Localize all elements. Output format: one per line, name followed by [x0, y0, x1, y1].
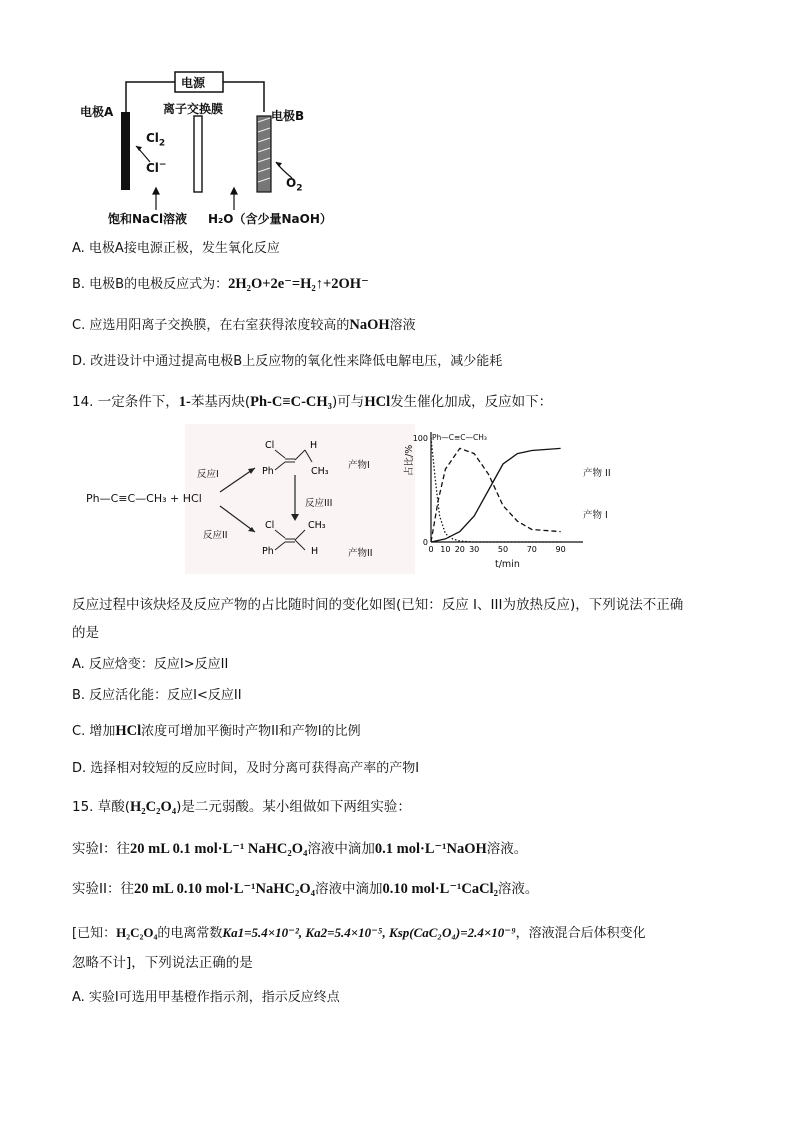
x-tick-label: 10 — [440, 545, 451, 554]
q14-option-d: D. 选择相对较短的反应时间，及时分离可获得高产率的产物I — [72, 761, 420, 776]
scheme-reaction-2: 反应II — [203, 530, 228, 541]
q15-experiment-2: 实验II：往20 mL 0.10 mol·L⁻¹NaHC₂O₄溶液中滴加0.10 mol·L⁻¹CaCl₂溶液。 — [72, 881, 539, 897]
svg-text:Cl: Cl — [265, 520, 275, 531]
series-line — [431, 448, 561, 542]
q15-option-a: A. 实验I可选用甲基橙作指示剂，指示反应终点 — [72, 990, 340, 1005]
power-label: 电源 — [181, 76, 206, 90]
scheme-product-1: 产物I — [348, 460, 370, 471]
scheme-reaction-3: 反应III — [305, 498, 333, 509]
chart-label-product-2: 产物 II — [583, 468, 611, 479]
chart-ylabel: 占比/% — [404, 444, 415, 476]
q14-option-c: C. 增加HCl浓度可增加平衡时产物II和产物I的比例 — [72, 723, 361, 739]
svg-text:Ph: Ph — [262, 466, 274, 477]
o2-label: $O_2$ — [286, 176, 303, 194]
q14-description-line2: 的是 — [72, 625, 99, 641]
proportion-time-chart — [412, 424, 615, 574]
chart-ticks — [413, 434, 566, 554]
x-tick-label: 30 — [469, 545, 480, 554]
x-tick-label: 70 — [526, 545, 537, 554]
left-feed-label: 饱和NaCl溶液 — [108, 212, 188, 226]
q15-experiment-1: 实验I：往20 mL 0.1 mol·L⁻¹ NaHC₂O₄溶液中滴加0.1 mol·L⁻¹NaOH溶液。 — [72, 841, 528, 857]
y-tick-label: 100 — [412, 434, 428, 443]
q14-option-a: A. 反应焓变：反应I>反应II — [72, 657, 229, 672]
series-line — [431, 438, 561, 542]
membrane-label: 离子交换膜 — [163, 102, 224, 116]
q13-b-formula: 2H₂O+2e⁻=H₂↑+2OH⁻ — [228, 276, 369, 292]
chloride-ion-label: Cl− — [146, 160, 167, 175]
x-tick-label: 50 — [497, 545, 509, 554]
right-feed-label: H₂O（含少量NaOH） — [208, 212, 332, 226]
y-tick-label: 0 — [422, 538, 428, 547]
chart-series — [431, 438, 561, 542]
cl2-label: $Cl_2$ — [146, 131, 166, 149]
electrode-b-label: 电极B — [271, 109, 305, 123]
q15-stem: 15. 草酸(H₂C₂O₄)是二元弱酸。某小组做如下两组实验： — [72, 799, 411, 815]
svg-text:Ph: Ph — [262, 546, 274, 557]
q15-known-constants-line2: 忽略不计]，下列说法正确的是 — [72, 955, 253, 971]
scheme-reactant: Ph—C≡C—CH₃ + HCl — [86, 492, 202, 505]
q13-option-d: D. 改进设计中通过提高电极B上反应物的氧化性来降低电解电压，减少能耗 — [72, 354, 503, 369]
chart-label-product-1: 产物 I — [583, 510, 608, 521]
q15-known-constants: [已知：H₂C₂O₄的电离常数Ka1=5.4×10⁻², Ka2=5.4×10⁻⁵, Ksp(CaC₂O₄)=2.4×10⁻⁹，溶液混合后体积变化 — [72, 925, 646, 941]
q13-option-a: A. 电极A接电源正极，发生氧化反应 — [72, 241, 280, 256]
q13-option-b: B. 电极B的电极反应式为：2H₂O+2e⁻=H₂↑+2OH⁻ — [72, 276, 369, 292]
electrode-b — [257, 116, 271, 192]
q14-option-b: B. 反应活化能：反应I<反应II — [72, 688, 242, 703]
x-tick-label: 90 — [555, 545, 566, 554]
chart-label-alkyne: Ph—C≡C—CH₃ — [432, 433, 487, 442]
electrode-a-label: 电极A — [80, 105, 114, 119]
svg-text:CH₃: CH₃ — [311, 466, 329, 477]
x-tick-label: 0 — [428, 545, 434, 554]
electrolysis-diagram — [70, 60, 350, 230]
x-tick-label: 20 — [454, 545, 465, 554]
scheme-product-2: 产物II — [348, 548, 373, 559]
q13-option-c: C. 应选用阳离子交换膜，在右室获得浓度较高的NaOH溶液 — [72, 317, 416, 333]
chart-xlabel: t/min — [495, 559, 520, 570]
electrode-a — [121, 112, 130, 190]
q14-stem: 14. 一定条件下，1-苯基丙炔(Ph-C≡C-CH₃)可与HCl发生催化加成，反应如下： — [72, 394, 553, 410]
svg-text:Cl: Cl — [265, 440, 275, 451]
q14-description-line1: 反应过程中该炔烃及反应产物的占比随时间的变化如图(已知：反应 I、III为放热反应)，下列说法不正确 — [72, 597, 684, 613]
svg-text:H: H — [310, 440, 318, 451]
svg-text:CH₃: CH₃ — [308, 520, 326, 531]
svg-text:H: H — [311, 546, 319, 557]
ion-exchange-membrane — [194, 116, 202, 192]
scheme-reaction-1: 反应I — [197, 469, 219, 480]
